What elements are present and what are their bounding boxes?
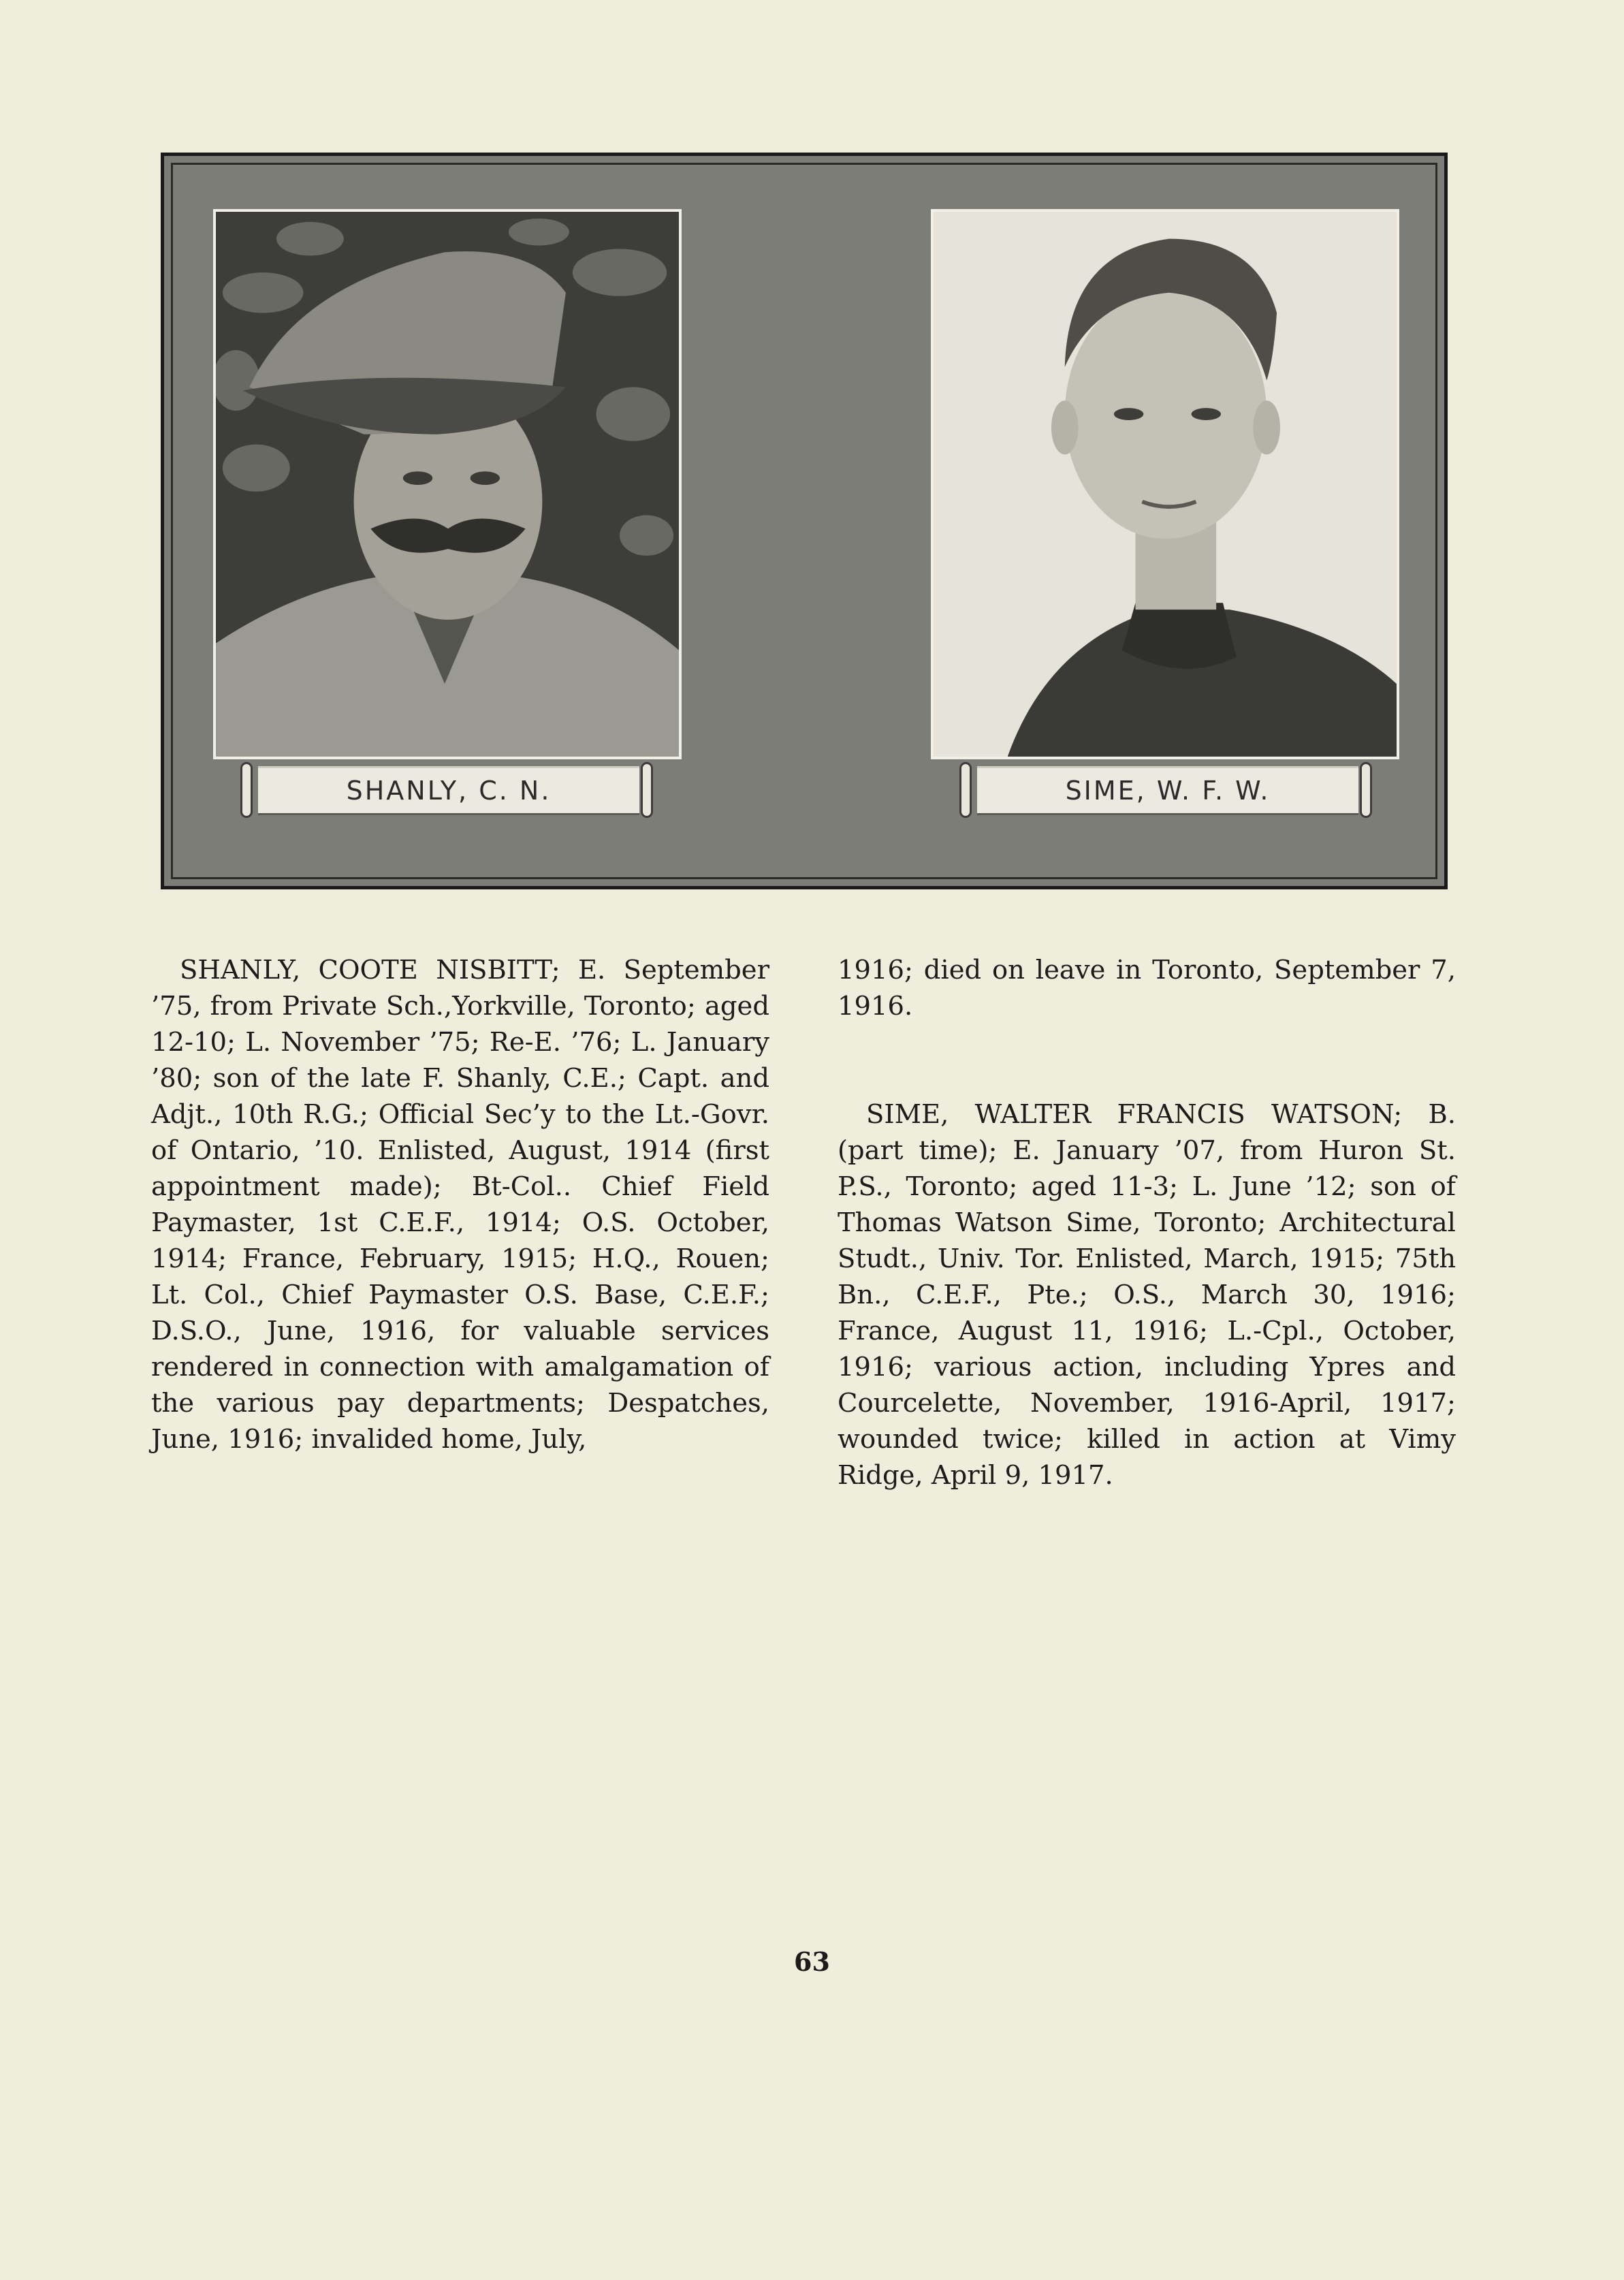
portrait-sime [931,209,1399,759]
plate-rule-left [171,163,173,879]
caption-scroll-left-end [240,762,253,818]
entry-sime: SIME, WALTER FRANCIS WATSON; B. (part time); E. January ’07, from Huron St. P.S., Toronto; aged 11-3; L. June ’12; son of Thomas Watson Sime, Toronto; Architectural Studt., Univ. Tor. Enlisted, March, 1915; 75th Bn., C.E.F., Pte.; O.S., March 30, 1916; France, August 11, 1916; L.-Cpl., October, 1916; various action, including Ypres and Courcelette, November, 1916-April, 1917; wounded twice; killed in action at Vimy Ridge, April 9, 1917. [838,1099,1456,1491]
caption-scroll-right-end [959,762,972,818]
caption-sime-text: SIME, W. F. W. [1065,776,1271,806]
entry-shanly-continued: 1916; died on leave in Toronto, September 7, 1916. [838,955,1456,1022]
page-number: 63 [794,1946,830,1977]
caption-scroll-right-end-right [1360,762,1372,818]
caption-shanly [258,766,639,815]
portrait-shanly [213,209,682,759]
entry-column-left [151,952,769,1457]
plate-rule-bottom [171,877,1437,879]
caption-sime [977,766,1358,815]
plate-rule-right [1435,163,1437,879]
plate-rule-top [171,163,1437,165]
portrait-plate [161,153,1448,889]
caption-shanly-text: SHANLY, C. N. [346,776,552,806]
entry-column-right [838,952,1456,1493]
entry-shanly: SHANLY, COOTE NISBITT; E. September ’75, from Private Sch.,Yorkville, Toronto; aged 12-10; L. November ’75; Re-E. ’76; L. January ’80; son of the late F. Shanly, C.E.; Capt. and Adjt., 10th R.G.; Official Sec’y to the Lt.-Govr. of Ontario, ’10. Enlisted, August, 1914 (first appointment made); Bt-Col.. Chief Field Paymaster, 1st C.E.F., 1914; O.S. October, 1914; France, February, 1915; H.Q., Rouen; Lt. Col., Chief Paymaster O.S. Base, C.E.F.; D.S.O., June, 1916, for valuable services rendered in connection with amalgamation of the various pay departments; Despatches, June, 1916; invalided home, July, [151,955,769,1455]
caption-scroll-left-end-right [641,762,653,818]
